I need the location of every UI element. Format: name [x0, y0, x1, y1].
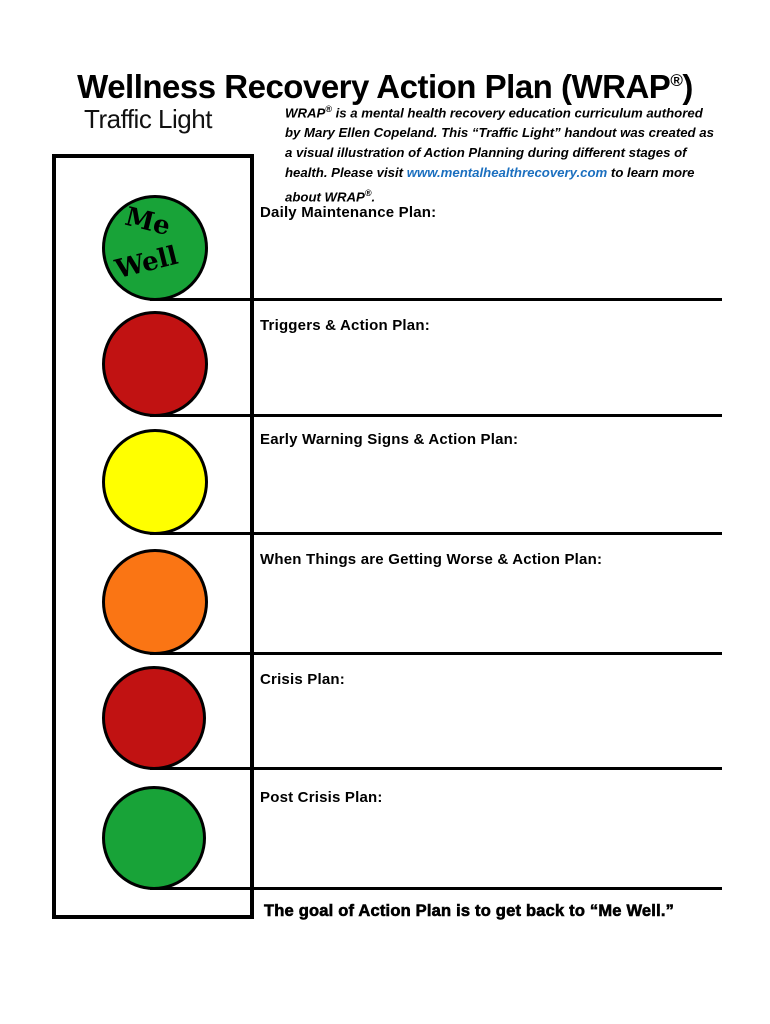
intro-text-1: WRAP [285, 105, 326, 121]
intro-text-2: is a mental health recovery education curriculum authored by Mary Ellen Copeland. This “Traffic Light” handout was created as a visual illustration of Action Planning during different stages of health. Please visit [285, 105, 714, 181]
section-divider-line [150, 414, 722, 417]
section-label-post-crisis: Post Crisis Plan: [260, 789, 383, 806]
section-label-daily-maintenance: Daily Maintenance Plan: [260, 204, 437, 221]
light-red-crisis [102, 666, 206, 770]
section-label-triggers: Triggers & Action Plan: [260, 317, 430, 334]
section-divider-line [150, 887, 722, 890]
me-well-label-well: Well [112, 240, 182, 286]
section-divider-line [150, 298, 722, 301]
section-divider-line [150, 652, 722, 655]
light-yellow-early-warning [102, 429, 208, 535]
section-label-getting-worse: When Things are Getting Worse & Action Plan: [260, 551, 603, 568]
registered-trademark-symbol: ® [364, 188, 372, 199]
page-title-text: Wellness Recovery Action Plan (WRAP [77, 68, 671, 106]
page-title-close-paren: ) [682, 68, 693, 106]
light-red-triggers [102, 311, 208, 417]
mentalhealthrecovery-link[interactable]: www.mentalhealthrecovery.com [406, 165, 608, 181]
intro-text-4: . [371, 189, 376, 205]
goal-statement: The goal of Action Plan is to get back to “Me Well.” [264, 902, 675, 920]
light-me-well [102, 195, 208, 301]
registered-trademark-symbol: ® [325, 104, 332, 114]
light-green-post-crisis [102, 786, 206, 890]
section-label-crisis: Crisis Plan: [260, 671, 345, 688]
registered-trademark-symbol: ® [670, 71, 683, 91]
light-orange-getting-worse [102, 549, 208, 655]
traffic-light-heading: Traffic Light [84, 104, 212, 134]
section-divider-line [150, 532, 722, 535]
section-label-early-warning: Early Warning Signs & Action Plan: [260, 431, 519, 448]
intro-text-3: to learn more about WRAP [285, 165, 695, 205]
section-divider-line [150, 767, 722, 770]
intro-paragraph [285, 99, 718, 208]
me-well-label-me: Me [122, 201, 174, 243]
